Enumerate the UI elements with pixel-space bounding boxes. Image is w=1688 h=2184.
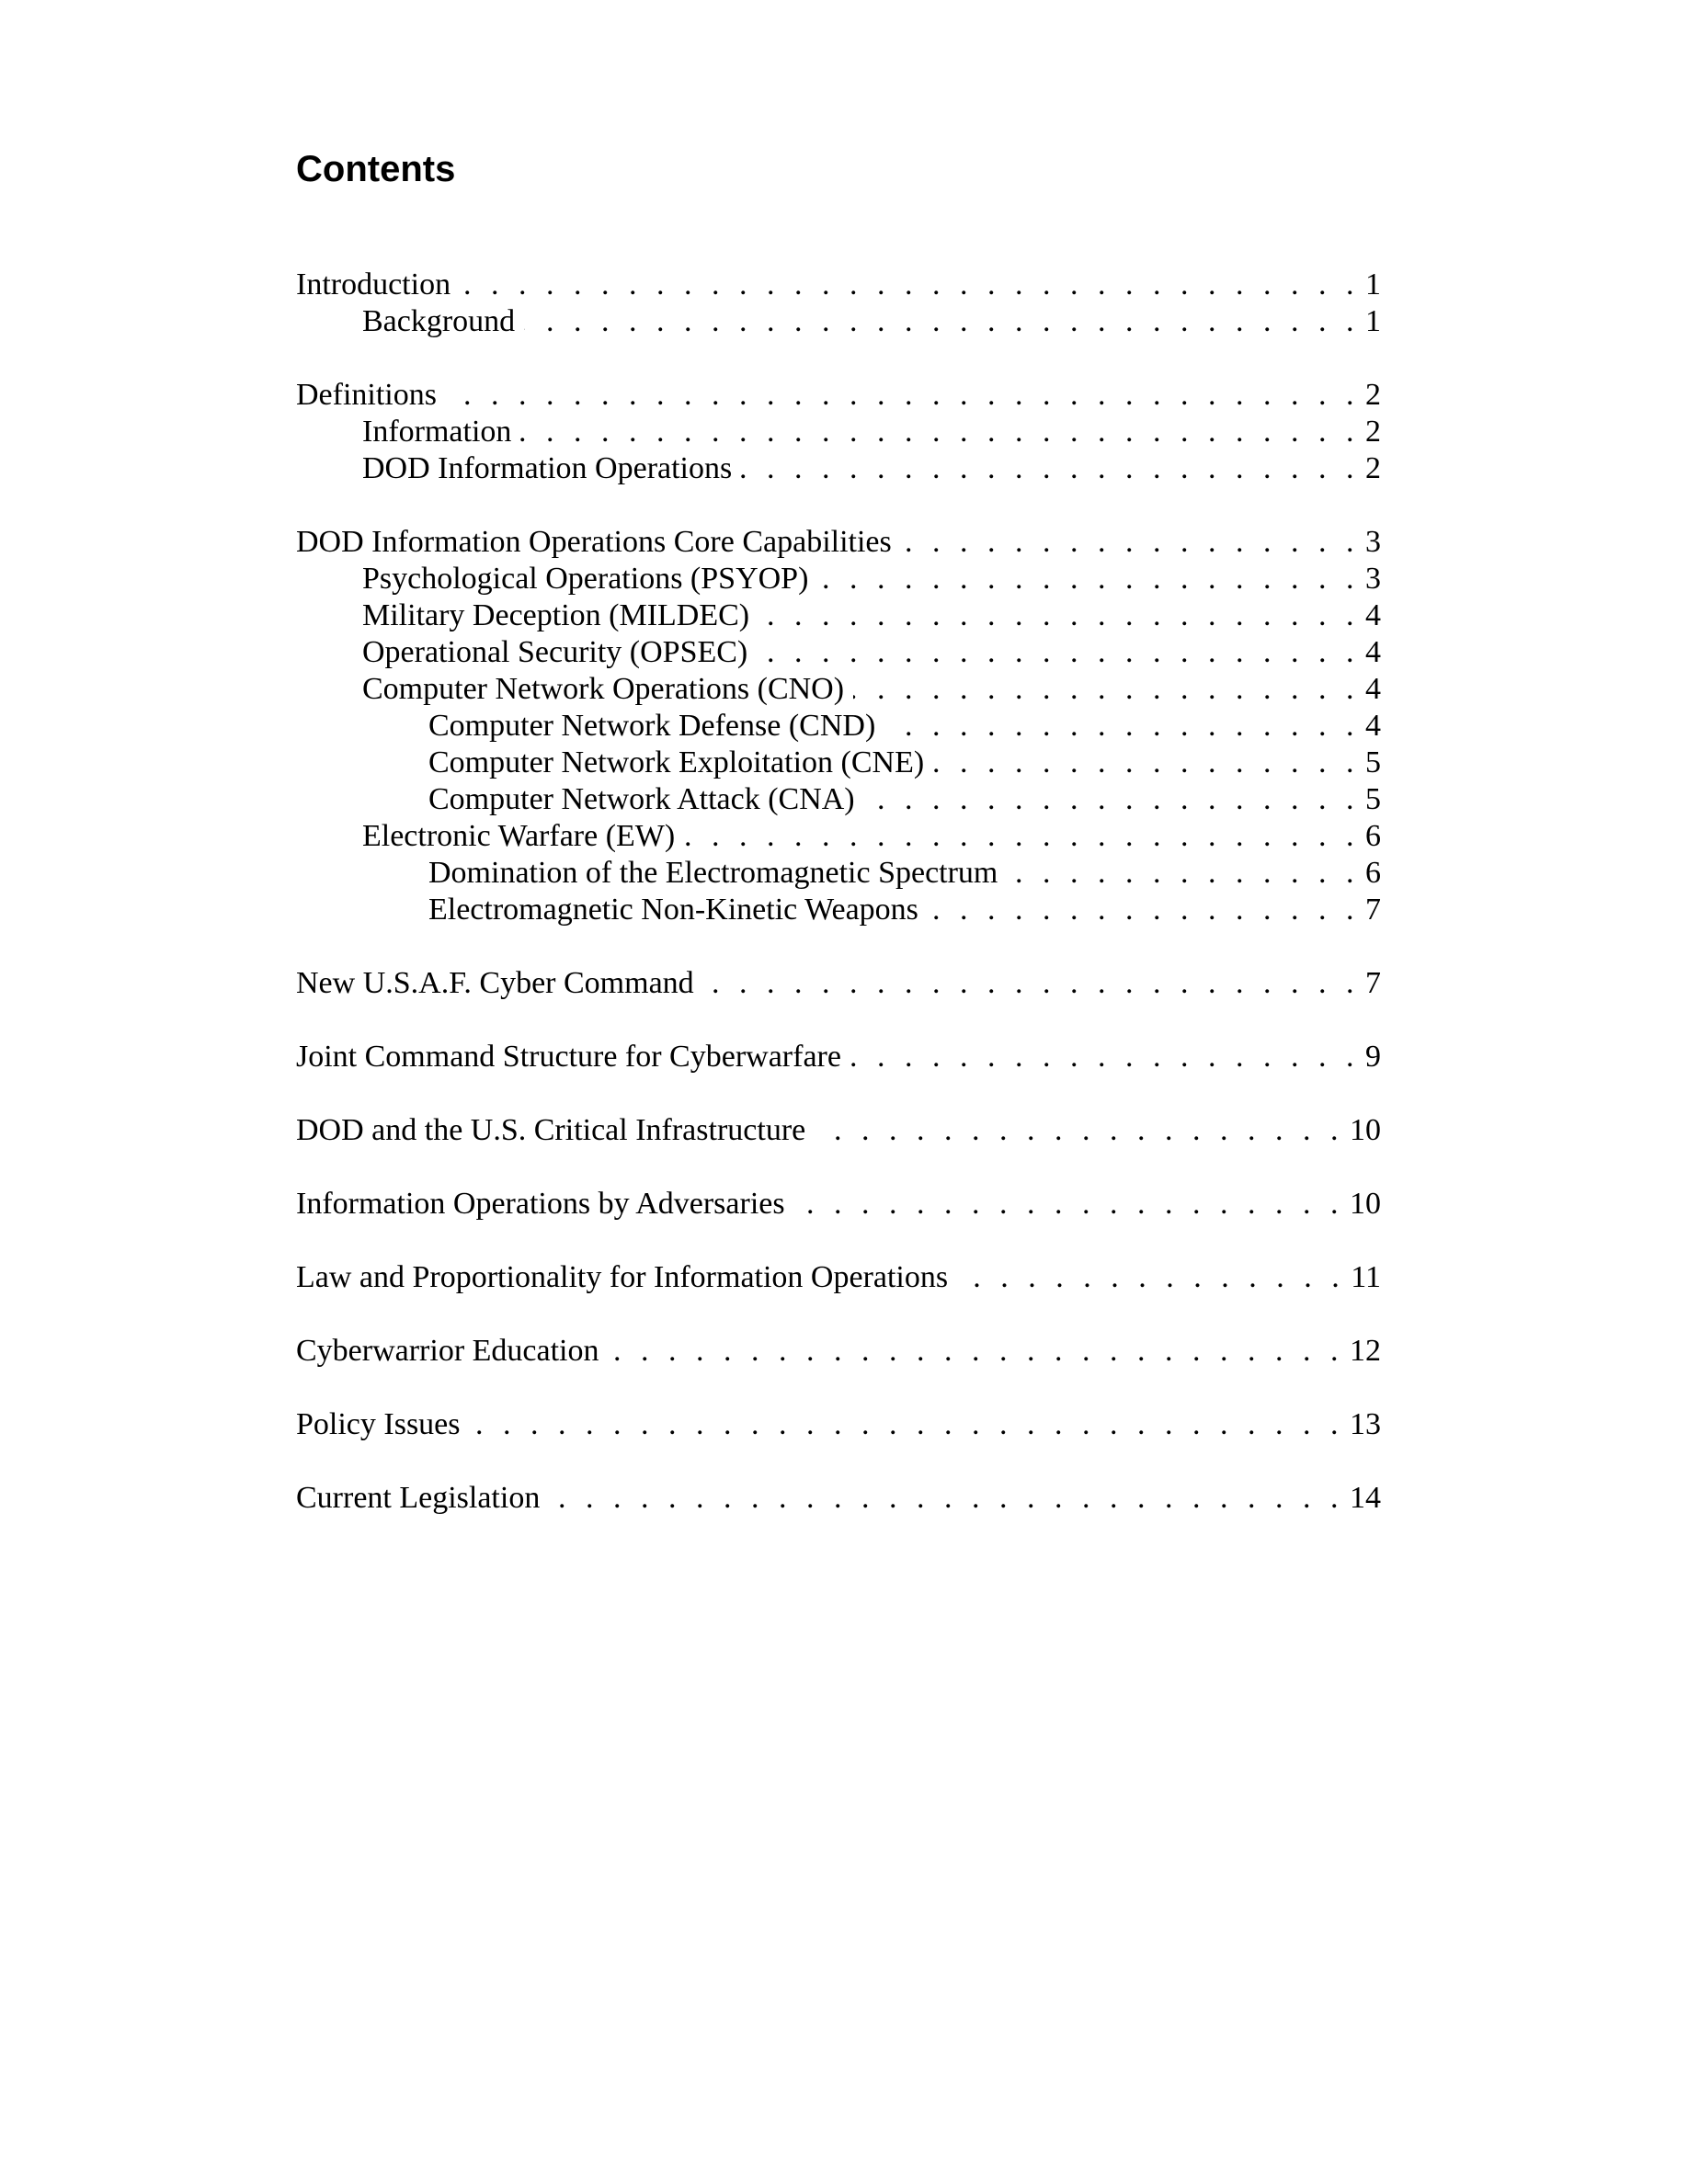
dot-leader [741, 450, 1360, 487]
dot-leader [609, 1333, 1345, 1370]
dot-leader [864, 781, 1360, 818]
dot-leader [815, 1112, 1344, 1149]
toc-entry-title: Cyberwarrior Education [296, 1334, 599, 1368]
toc-entry[interactable] [296, 818, 1381, 855]
toc-page-number: 3 [1365, 562, 1381, 596]
toc-entry[interactable] [296, 1259, 1381, 1296]
toc-entry-title: Electromagnetic Non-Kinetic Weapons [428, 893, 918, 927]
toc-page-number: 7 [1365, 893, 1381, 927]
dot-leader [684, 818, 1360, 855]
dot-leader [928, 892, 1360, 928]
toc-entry[interactable] [296, 1186, 1381, 1223]
toc-entry[interactable] [296, 634, 1381, 671]
toc-list [296, 267, 1381, 1517]
toc-entry-title: Computer Network Attack (CNA) [428, 782, 855, 816]
toc-page-number: 3 [1365, 525, 1381, 559]
toc-entry[interactable] [296, 892, 1381, 928]
toc-entry[interactable] [296, 377, 1381, 414]
toc-entry[interactable] [296, 855, 1381, 892]
dot-leader [850, 1039, 1360, 1075]
toc-section [296, 1112, 1381, 1149]
dot-leader [884, 708, 1360, 745]
toc-entry-title: Law and Proportionality for Information Operations [296, 1260, 949, 1294]
toc-entry[interactable] [296, 745, 1381, 781]
toc-entry-title: Psychological Operations (PSYOP) [362, 562, 809, 596]
toc-entry-title: Domination of the Electromagnetic Spectrum [428, 856, 998, 890]
toc-page-number: 4 [1365, 709, 1381, 743]
page-title: Contents [296, 149, 456, 189]
toc-entry-title: DOD Information Operations Core Capabilities [296, 525, 892, 559]
dot-leader [703, 965, 1360, 1002]
toc-page-number: 10 [1350, 1113, 1381, 1147]
toc-section [296, 524, 1381, 928]
toc-entry-title: DOD Information Operations [362, 451, 733, 485]
toc-entry[interactable] [296, 267, 1381, 303]
dot-leader [1007, 855, 1360, 892]
toc-entry-title: Definitions [296, 378, 437, 412]
toc-page-number: 2 [1365, 378, 1381, 412]
dot-leader [794, 1186, 1344, 1223]
toc-entry-title: Policy Issues [296, 1407, 461, 1441]
dot-leader [470, 1406, 1345, 1443]
toc-entry-title: Information [362, 415, 512, 449]
toc-entry-title: Computer Network Operations (CNO) [362, 672, 845, 706]
dot-leader [520, 414, 1360, 450]
toc-page-number: 1 [1365, 304, 1381, 338]
toc-page-number: 5 [1365, 782, 1381, 816]
toc-page-number: 7 [1365, 966, 1381, 1000]
toc-entry[interactable] [296, 1480, 1381, 1517]
toc-entry[interactable] [296, 597, 1381, 634]
toc-entry[interactable] [296, 671, 1381, 708]
toc-entry[interactable] [296, 414, 1381, 450]
dot-leader [957, 1259, 1345, 1296]
toc-page-number: 5 [1365, 745, 1381, 779]
toc-page-number: 6 [1365, 819, 1381, 853]
toc-entry[interactable] [296, 524, 1381, 561]
dot-leader [757, 634, 1360, 671]
toc-page-number: 2 [1365, 415, 1381, 449]
dot-leader [901, 524, 1360, 561]
toc-section [296, 1039, 1381, 1075]
toc-entry[interactable] [296, 450, 1381, 487]
toc-page-number: 1 [1365, 267, 1381, 301]
dot-leader [460, 267, 1360, 303]
toc-page-number: 11 [1351, 1260, 1381, 1294]
toc-page-number: 4 [1365, 635, 1381, 669]
dot-leader [933, 745, 1360, 781]
toc-entry[interactable] [296, 965, 1381, 1002]
toc-entry-title: Operational Security (OPSEC) [362, 635, 748, 669]
toc-entry-title: DOD and the U.S. Critical Infrastructure [296, 1113, 806, 1147]
dot-leader [817, 561, 1360, 597]
toc-page-number: 13 [1350, 1407, 1381, 1441]
toc-section [296, 1333, 1381, 1370]
toc-section [296, 267, 1381, 340]
toc-entry[interactable] [296, 303, 1381, 340]
dot-leader [853, 671, 1360, 708]
toc-page-number: 9 [1365, 1040, 1381, 1074]
toc-page-number: 4 [1365, 672, 1381, 706]
toc-entry-title: Computer Network Exploitation (CNE) [428, 745, 925, 779]
toc-page-number: 12 [1350, 1334, 1381, 1368]
toc-section [296, 1259, 1381, 1296]
toc-entry-title: Military Deception (MILDEC) [362, 598, 750, 632]
dot-leader [758, 597, 1360, 634]
toc-entry[interactable] [296, 708, 1381, 745]
toc-entry[interactable] [296, 1039, 1381, 1075]
toc-section [296, 377, 1381, 487]
toc-page-number: 6 [1365, 856, 1381, 890]
dot-leader [549, 1480, 1344, 1517]
toc-entry-title: Electronic Warfare (EW) [362, 819, 676, 853]
toc-entry-title: Joint Command Structure for Cyberwarfare [296, 1040, 841, 1074]
toc-entry[interactable] [296, 1406, 1381, 1443]
toc-section [296, 965, 1381, 1002]
toc-entry[interactable] [296, 1112, 1381, 1149]
toc-section [296, 1186, 1381, 1223]
toc-entry[interactable] [296, 1333, 1381, 1370]
toc-page-number: 2 [1365, 451, 1381, 485]
toc-entry-title: Current Legislation [296, 1481, 541, 1515]
toc-entry-title: Computer Network Defense (CND) [428, 709, 876, 743]
toc-entry[interactable] [296, 781, 1381, 818]
toc-page-number: 4 [1365, 598, 1381, 632]
toc-entry-title: New U.S.A.F. Cyber Command [296, 966, 694, 1000]
toc-page-number: 10 [1350, 1187, 1381, 1221]
dot-leader [524, 303, 1360, 340]
toc-entry[interactable] [296, 561, 1381, 597]
table-of-contents [296, 147, 1381, 1553]
toc-section [296, 1480, 1381, 1517]
toc-entry-title: Information Operations by Adversaries [296, 1187, 785, 1221]
dot-leader [446, 377, 1360, 414]
toc-page-number: 14 [1350, 1481, 1381, 1515]
toc-entry-title: Introduction [296, 267, 451, 301]
toc-section [296, 1406, 1381, 1443]
toc-entry-title: Background [362, 304, 516, 338]
